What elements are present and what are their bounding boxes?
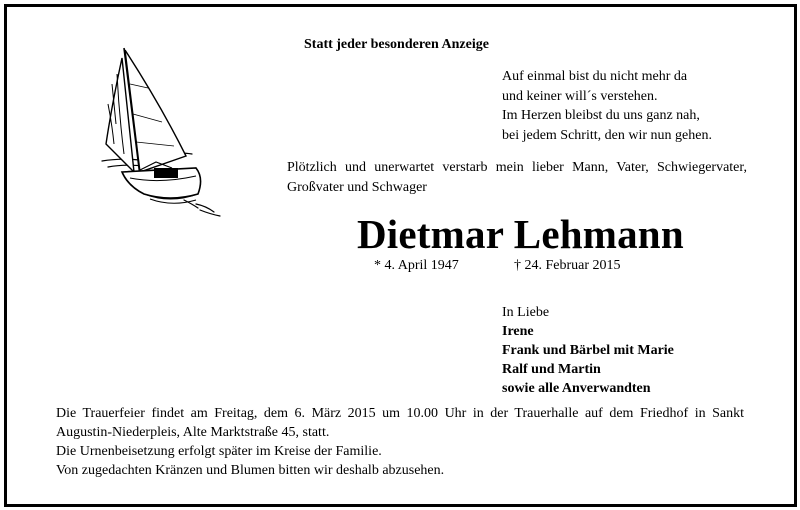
poem-line: Im Herzen bleibst du uns ganz nah,	[502, 108, 700, 123]
mourner-name: sowie alle Anverwandten	[502, 381, 651, 396]
mourner-name: Ralf und Martin	[502, 362, 601, 377]
mourner-name: Irene	[502, 324, 534, 339]
mourner-name: Frank und Bärbel mit Marie	[502, 343, 674, 358]
mourners-intro: In Liebe	[502, 305, 550, 320]
funeral-details: Die Trauerfeier findet am Freitag, dem 6. März 2015 um 10.00 Uhr in der Trauerhalle auf dem Friedhof in Sankt Augustin-Niederpleis, Alte Marktstraße 45, statt.	[56, 406, 744, 440]
poem-line: Auf einmal bist du nicht mehr da	[502, 69, 688, 84]
sailboat-icon	[100, 44, 230, 219]
urn-details: Die Urnenbeisetzung erfolgt später im Kreise der Familie.	[56, 444, 382, 459]
poem-line: bei jedem Schritt, den wir nun gehen.	[502, 127, 712, 143]
flowers-request: Von zugedachten Kränzen und Blumen bitten wir deshalb abzusehen.	[56, 463, 445, 478]
poem	[502, 67, 712, 145]
deceased-name: Dietmar Lehmann	[357, 211, 684, 257]
birth-date: * 4. April 1947	[374, 258, 459, 273]
intro-text: Plötzlich und unerwartet verstarb mein lieber Mann, Vater, Schwiegervater, Großvater und Schwager	[287, 160, 747, 195]
poem-line: und keiner will´s verstehen.	[502, 88, 658, 104]
funeral-notice	[56, 404, 744, 480]
mourners-list	[502, 303, 674, 398]
death-date: † 24. Februar 2015	[514, 258, 621, 273]
notice-heading: Statt jeder besonderen Anzeige	[304, 37, 489, 52]
